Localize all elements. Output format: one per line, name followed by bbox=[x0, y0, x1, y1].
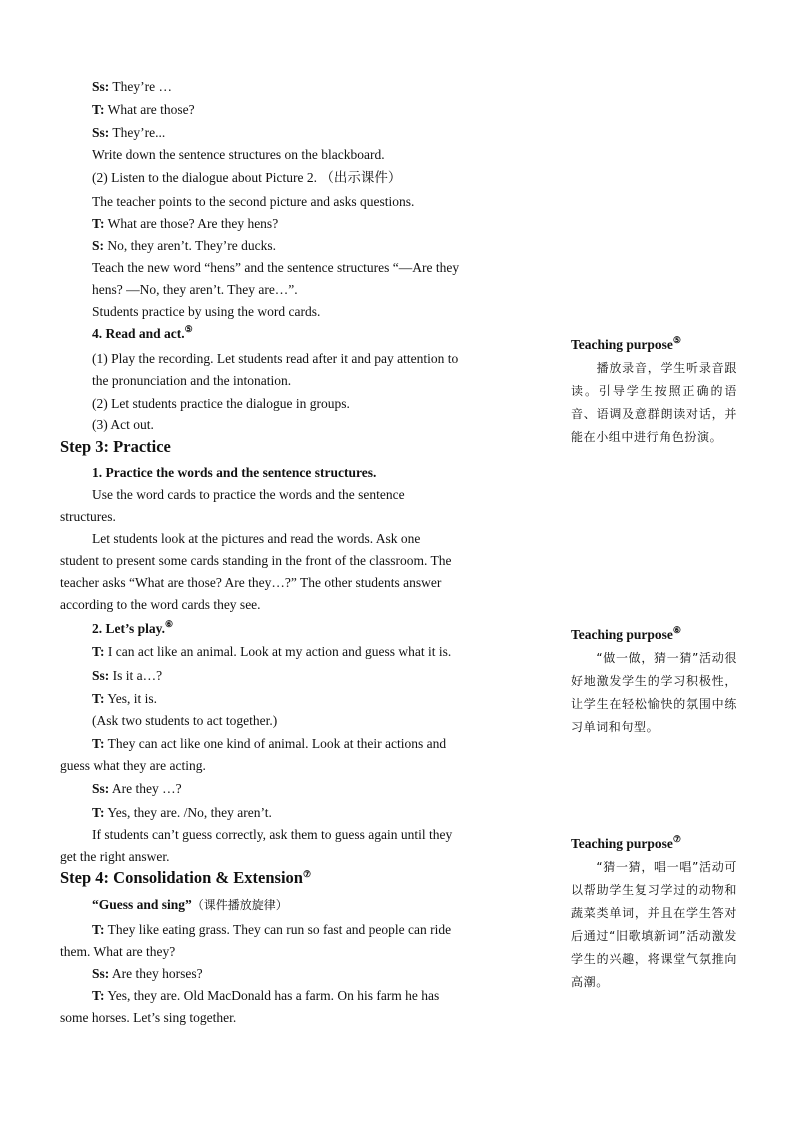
footnote-mark: ⑦ bbox=[672, 834, 681, 844]
step-4-heading: Step 4: Consolidation & Extension⑦ bbox=[60, 868, 312, 887]
instruction-line: (1) Play the recording. Let students read after it and pay attention to bbox=[92, 351, 459, 366]
instruction-line: structures. bbox=[60, 509, 116, 524]
instruction-line: Students practice by using the word cards. bbox=[92, 304, 321, 319]
dialogue-line: T: What are those? bbox=[92, 102, 195, 117]
teaching-purpose-note-5 bbox=[571, 337, 737, 449]
footnote-mark: ⑦ bbox=[302, 869, 312, 879]
instruction-line: The teacher points to the second picture and asks questions. bbox=[92, 194, 415, 209]
dialogue-line: Ss: Are they …? bbox=[92, 781, 182, 796]
step-3-heading: Step 3: Practice bbox=[60, 437, 171, 456]
dialogue-line: T: They can act like one kind of animal. Look at their actions and bbox=[92, 736, 447, 751]
instruction-line: Write down the sentence structures on the blackboard. bbox=[92, 147, 385, 162]
dialogue-line: T: Yes, they are. /No, they aren’t. bbox=[92, 805, 272, 820]
dialogue-line: T: What are those? Are they hens? bbox=[92, 216, 279, 231]
dialogue-line: Ss: Is it a…? bbox=[92, 668, 163, 683]
footnote-mark: ⑥ bbox=[165, 619, 174, 629]
instruction-line: Use the word cards to practice the words and the sentence bbox=[92, 487, 405, 502]
instruction-line: (3) Act out. bbox=[92, 417, 154, 432]
dialogue-line: T: Yes, it is. bbox=[92, 691, 158, 706]
instruction-line: according to the word cards they see. bbox=[60, 597, 261, 612]
teaching-purpose-text: “做一做，猜一猜”活动很好地激发学生的学习积极性，让学生在轻松愉快的氛围中练习单词和句型。 bbox=[571, 651, 737, 734]
instruction-line: them. What are they? bbox=[60, 944, 176, 959]
footnote-mark: ⑤ bbox=[672, 335, 681, 345]
instruction-line: the pronunciation and the intonation. bbox=[92, 373, 292, 388]
dialogue-line: Ss: They’re... bbox=[92, 125, 166, 140]
instruction-line: some horses. Let’s sing together. bbox=[60, 1010, 237, 1025]
instruction-line: teacher asks “What are those? Are they…?” The other students answer bbox=[60, 575, 442, 590]
teaching-purpose-title: Teaching purpose⑦ bbox=[571, 834, 681, 851]
instruction-line: (Ask two students to act together.) bbox=[92, 713, 278, 728]
instruction-line: Teach the new word “hens” and the sentence structures “—Are they bbox=[92, 260, 460, 275]
footnote-mark: ⑤ bbox=[184, 324, 193, 334]
section-heading-read-and-act: 4. Read and act.⑤ bbox=[92, 324, 193, 341]
section-heading-lets-play: 2. Let’s play.⑥ bbox=[92, 619, 174, 636]
teaching-purpose-text: “猜一猜，唱一唱”活动可以帮助学生复习学过的动物和蔬菜类单词，并且在学生答对后通过“旧歌填新词”活动激发学生的兴趣，将课堂气氛推向高潮。 bbox=[571, 860, 737, 989]
instruction-line: If students can’t guess correctly, ask them to guess again until they bbox=[92, 827, 453, 842]
dialogue-line: T: They like eating grass. They can run so fast and people can ride bbox=[92, 922, 452, 937]
instruction-line: hens? —No, they aren’t. They are…”. bbox=[92, 282, 298, 297]
dialogue-line: Ss: Are they horses? bbox=[92, 966, 203, 981]
instruction-line: Let students look at the pictures and read the words. Ask one bbox=[92, 531, 421, 546]
dialogue-line: S: No, they aren’t. They’re ducks. bbox=[92, 238, 276, 253]
instruction-line: student to present some cards standing in the front of the classroom. The bbox=[60, 553, 452, 568]
teaching-purpose-text: 播放录音，学生听录音跟读。引导学生按照正确的语音、语调及意群朗读对话，并能在小组中进行角色扮演。 bbox=[571, 361, 737, 444]
dialogue-line: T: I can act like an animal. Look at my action and guess what it is. bbox=[92, 644, 452, 659]
instruction-line: (2) Let students practice the dialogue in groups. bbox=[92, 396, 350, 411]
footnote-mark: ⑥ bbox=[672, 625, 681, 635]
teaching-purpose-title: Teaching purpose⑥ bbox=[571, 625, 681, 642]
teaching-purpose-note-7 bbox=[571, 836, 737, 994]
teaching-purpose-title: Teaching purpose⑤ bbox=[571, 335, 681, 352]
instruction-line: (2) Listen to the dialogue about Picture 2. （出示课件） bbox=[92, 170, 402, 185]
instruction-line: guess what they are acting. bbox=[60, 758, 206, 773]
section-heading-guess-and-sing: “Guess and sing”（课件播放旋律） bbox=[92, 897, 288, 912]
dialogue-line: T: Yes, they are. Old MacDonald has a farm. On his farm he has bbox=[92, 988, 440, 1003]
section-heading-practice: 1. Practice the words and the sentence structures. bbox=[92, 465, 377, 480]
instruction-line: get the right answer. bbox=[60, 849, 170, 864]
dialogue-line: Ss: They’re … bbox=[92, 79, 172, 94]
teaching-purpose-note-6 bbox=[571, 627, 737, 739]
